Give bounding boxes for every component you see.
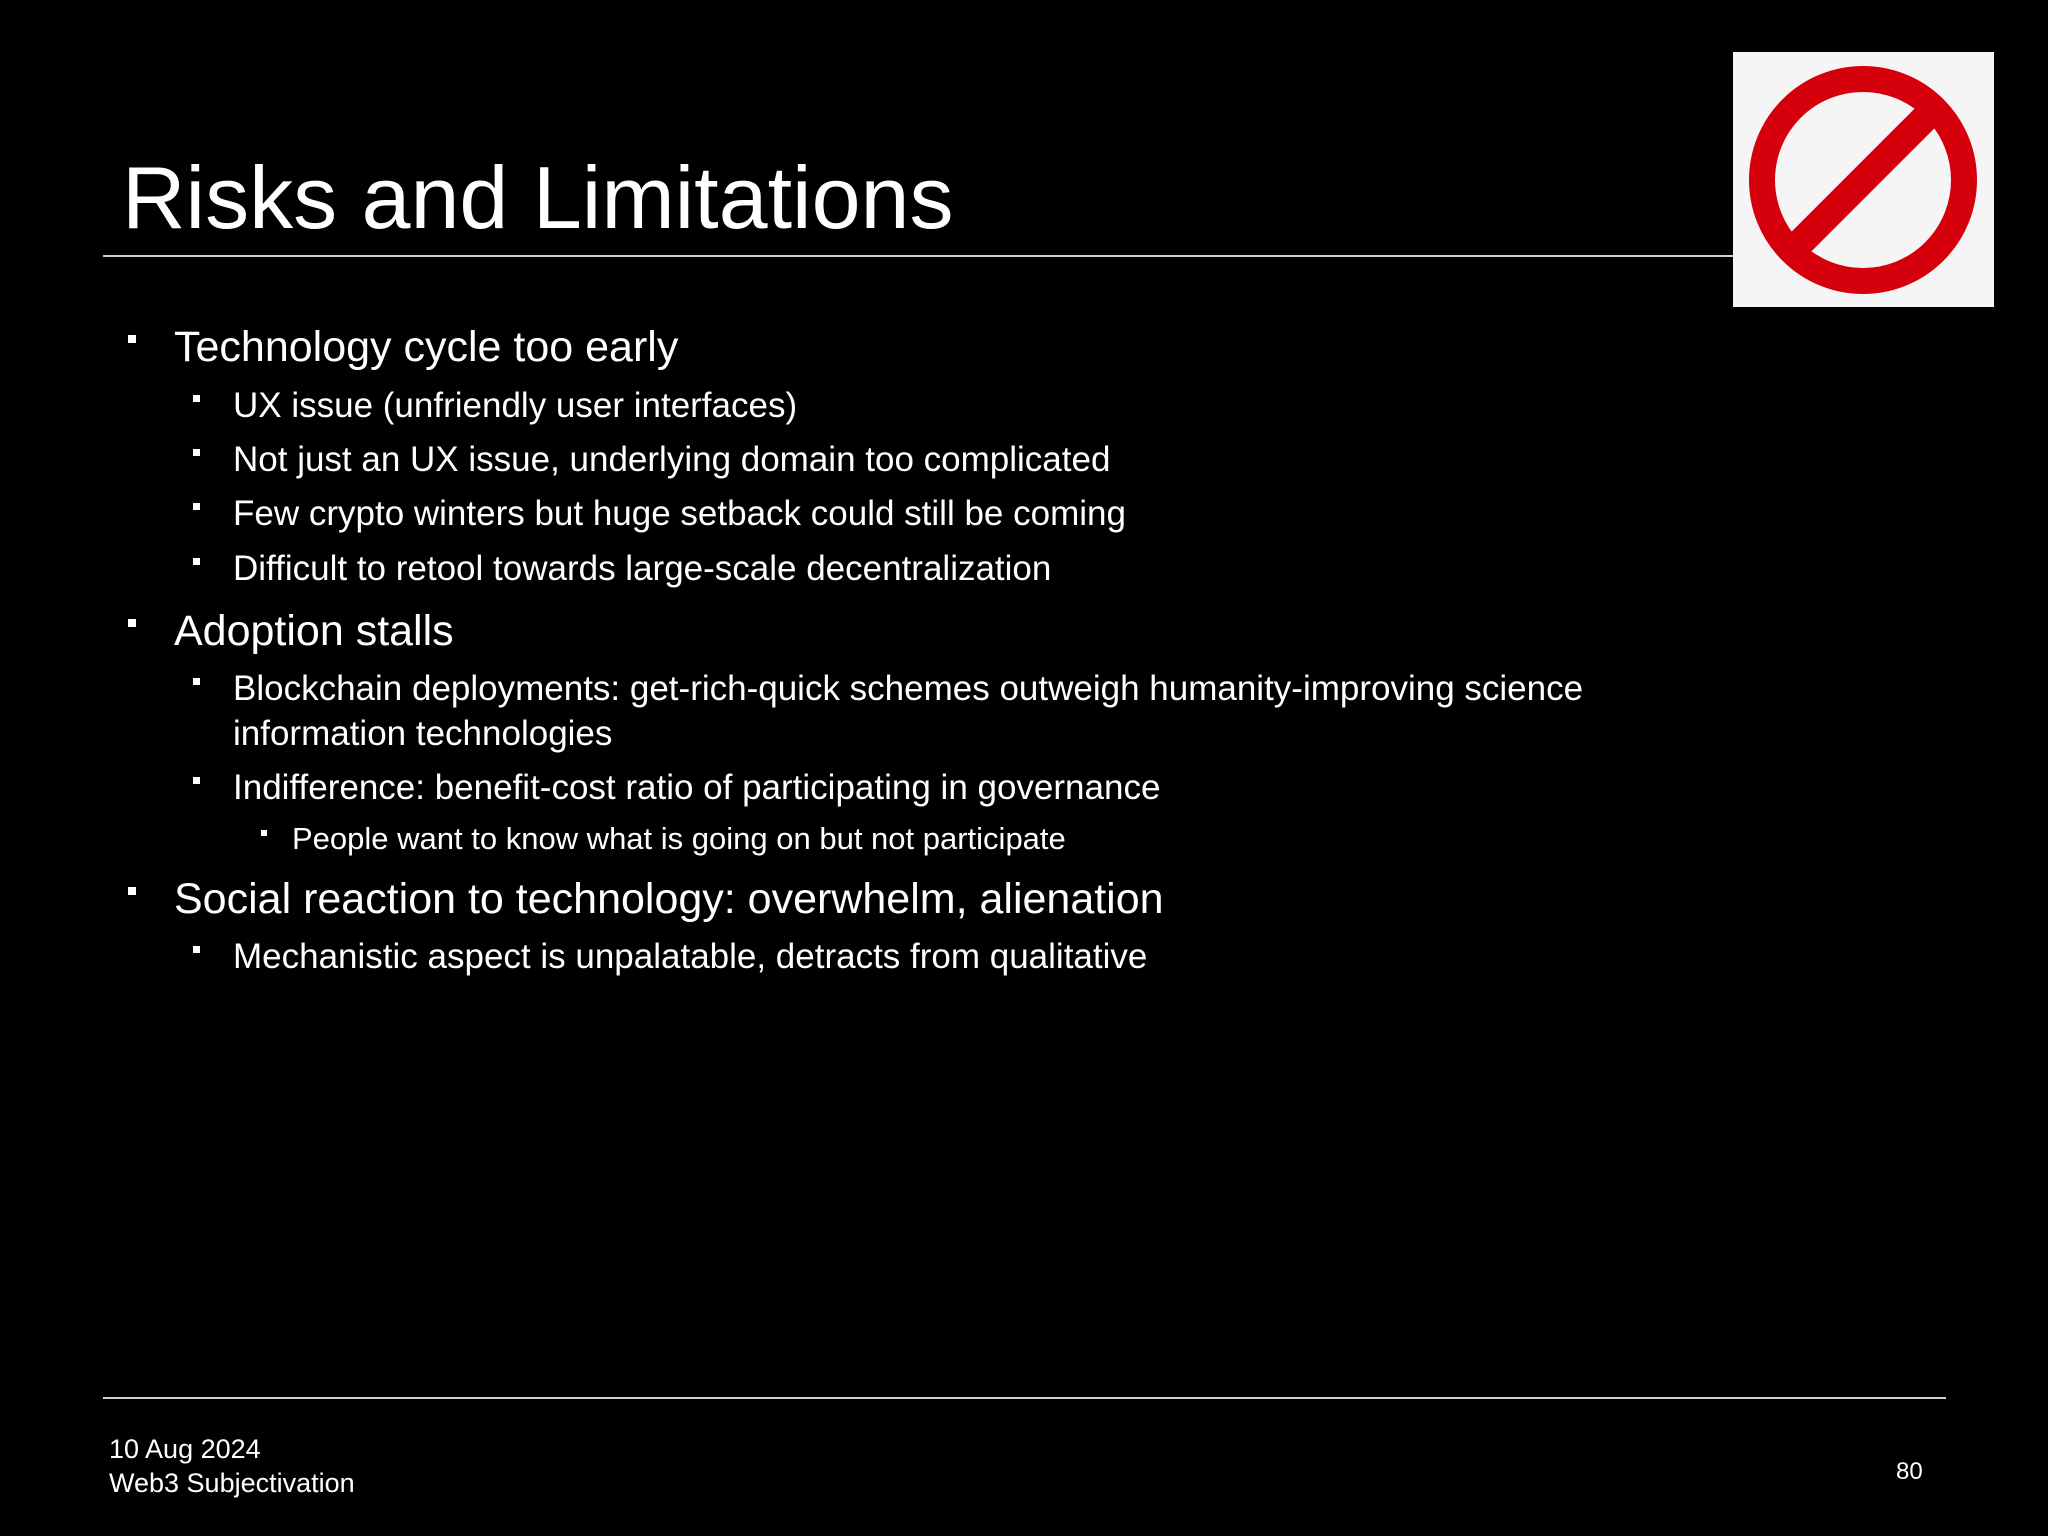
bullet-item [174, 873, 1164, 925]
slide-title: Risks and Limitations [122, 148, 954, 247]
bullet-text: Technology cycle too early [174, 323, 679, 371]
footer-date: 10 Aug 2024 [109, 1434, 261, 1464]
bullet-text: People want to know what is going on but not participate [292, 821, 1066, 856]
bullet-text: Indifference: benefit-cost ratio of participating in governance [233, 768, 1161, 807]
bullet-marker [193, 395, 200, 402]
bullet-text: Adoption stalls [174, 607, 454, 655]
bullet-marker [128, 335, 136, 343]
bullet-marker [193, 777, 200, 784]
footer-presentation-name: Web3 Subjectivation [109, 1468, 355, 1498]
bullet-text: UX issue (unfriendly user interfaces) [233, 386, 798, 425]
bullet-marker [128, 619, 136, 627]
bullet-item [233, 666, 1583, 711]
bullet-text: Difficult to retool towards large-scale decentralization [233, 549, 1052, 588]
bullet-marker [193, 449, 200, 456]
bullet-item [233, 765, 1160, 810]
bullet-marker [193, 946, 200, 953]
bullet-item [233, 383, 797, 428]
prohibited-sign-icon [1733, 52, 1994, 307]
bullet-text: Few crypto winters but huge setback could still be coming [233, 494, 1126, 533]
footer-divider [103, 1397, 1946, 1399]
bullet-text: Social reaction to technology: overwhelm, alienation [174, 875, 1164, 923]
bullet-item [233, 437, 1110, 482]
bullet-item [233, 491, 1126, 536]
bullet-item [174, 605, 454, 657]
bullet-item [174, 321, 678, 373]
bullet-marker [261, 830, 267, 836]
bullet-text: Not just an UX issue, underlying domain too complicated [233, 440, 1111, 479]
bullet-item [233, 546, 1051, 591]
bullet-item [292, 819, 1066, 859]
bullet-text: Mechanistic aspect is unpalatable, detracts from qualitative [233, 937, 1148, 976]
bullet-marker [193, 678, 200, 685]
bullet-marker [128, 887, 136, 895]
title-divider [103, 255, 1733, 257]
bullet-text: information technologies [233, 714, 613, 753]
bullet-marker [193, 558, 200, 565]
bullet-marker [193, 503, 200, 510]
bullet-item [233, 934, 1147, 979]
bullet-text: Blockchain deployments: get-rich-quick schemes outweigh humanity-improving science [233, 669, 1584, 708]
bullet-continuation [233, 711, 612, 756]
page-number: 80 [1896, 1458, 1923, 1485]
